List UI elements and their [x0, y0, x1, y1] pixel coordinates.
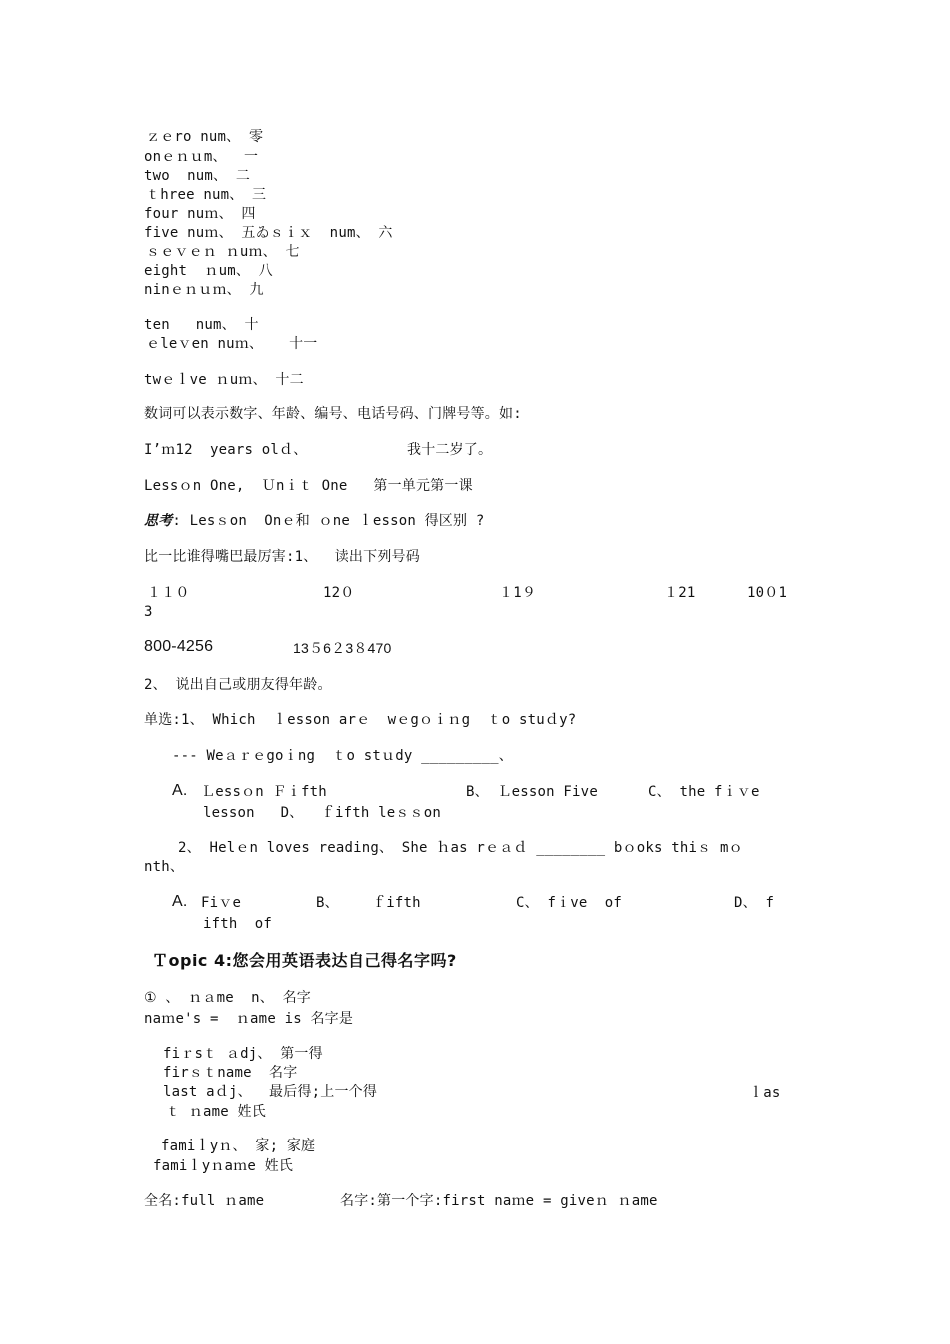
last-name-wrap: ｔ ｎame 姓氏 — [166, 1104, 266, 1120]
mc-q2-option-c: C、 fｉve of — [516, 895, 623, 911]
number-119: １1９ — [499, 585, 537, 601]
vocab-twelve: twｅｌve ｎuｍ、 十二 — [144, 372, 304, 388]
mc-q2-option-a: Fiｖe — [201, 895, 242, 911]
mc-question-1 — [144, 711, 576, 729]
number-wrap: 3 — [144, 604, 153, 620]
mc-q2-option-a-letter: A. — [172, 893, 188, 910]
example-lesson: Lessｏn One, Ｕnｉｔ One 第一单元第一课 — [144, 478, 473, 494]
mc-q1-option-b: B、 Ｌesson Five — [466, 784, 598, 800]
topic-heading: Ｔopic 4:您会用英语表达自己得名字吗? — [152, 951, 457, 970]
vocab-zero: ｚｅro num、 零 — [146, 129, 264, 145]
last-adj-line: last aｄj、 最后得;上一个得 — [163, 1084, 378, 1100]
vocab-eight: eight ｎum、 八 — [144, 263, 273, 279]
compare-text: 比一比谁得嘴巴最厉害:1、 读出下列号码 — [144, 549, 420, 565]
mc-q2-options-wrap: ifth of — [203, 916, 273, 932]
family-name-line: famiｌyｎaｍe 姓氏 — [153, 1158, 294, 1174]
name-line-2: naｍe's = ｎame is 名字是 — [144, 1011, 354, 1027]
question-age: 2、 说出自己或朋友得年龄。 — [144, 677, 332, 693]
vocab-three: ｔhree num、 三 — [146, 187, 267, 203]
vocab-seven: ｓｅｖｅｎ ｎuｍ、 七 — [146, 244, 300, 260]
mc-label: 单选: — [144, 712, 182, 728]
phone-number-2: 13５6２3８470 — [293, 640, 392, 656]
mc-q2-option-d: D、 f — [734, 895, 775, 911]
name-line-1: ① 、 ｎａme n、 名字 — [144, 990, 311, 1006]
mc-q1-text: 1、 Which ｌesson arｅ wｅgｏｉｎg ｔo stuｄy? — [181, 712, 577, 728]
number-121: １21 — [664, 585, 696, 601]
mc-q1-answer: --- Weａｒｅgoｉng ｔo stｕdy _________、 — [172, 748, 514, 764]
vocab-five-six: five nuｍ、 五ゐｓｉｘ num、 六 — [144, 225, 393, 241]
think-line — [144, 512, 484, 530]
vocab-two: two num、 二 — [144, 168, 251, 184]
family-line: famiｌyｎ、 家; 家庭 — [161, 1138, 316, 1154]
vocab-eleven: ｅleｖen nuｍ、 十一 — [146, 336, 318, 352]
think-label: 思考 — [144, 513, 173, 529]
vocab-ten: ten num、 十 — [144, 317, 259, 333]
number-110: １１０ — [147, 585, 190, 601]
think-text: : Lesｓon Onｅ和 ｏne ｌesson 得区别 ? — [172, 513, 485, 529]
mc-q2-line2: nth、 — [144, 859, 185, 875]
example-age-cn: 我十二岁了。 — [407, 442, 493, 458]
first-adj-line: fiｒsｔ ａdj、 第一得 — [163, 1046, 323, 1062]
mc-q1-option-c: C、 the fｉｖe — [648, 784, 760, 800]
mc-q1-options-wrap: lesson D、 ｆifth leｓｓon — [203, 805, 442, 821]
number-120: 12０ — [323, 585, 355, 601]
mc-q2-option-b: ｆifth — [372, 895, 421, 911]
example-age-en: I’ｍ12 years olｄ、 — [144, 442, 308, 458]
vocab-one: onｅｎｕm、 一 — [144, 149, 259, 165]
explain-text: 数词可以表示数字、年龄、编号、电话号码、门牌号等。如: — [144, 406, 522, 422]
vocab-nine: ninｅｎｕｍ、 九 — [144, 282, 264, 298]
mc-q2-option-b-letter: B、 — [316, 895, 339, 911]
given-name-label: 名字:第一个字:first naｍe = giveｎ ｎame — [340, 1193, 658, 1209]
phone-number-1: 800-4256 — [144, 638, 214, 655]
last-name-start: ｌas — [749, 1085, 781, 1101]
mc-q1-option-a: Ｌessｏn Ｆｉfth — [201, 784, 327, 800]
full-name-label: 全名:full ｎame — [144, 1193, 265, 1209]
mc-q2-line1: 2、 Helｅn loves reading、 She ｈas rｅａｄ ________ bｏoks thiｓ mｏ — [178, 840, 743, 856]
mc-q1-option-a-letter: A. — [172, 782, 188, 799]
vocab-four: four nuｍ、 四 — [144, 206, 256, 222]
number-1001: 10０1 — [747, 585, 788, 601]
first-name-line: firｓｔname 名字 — [163, 1065, 298, 1081]
